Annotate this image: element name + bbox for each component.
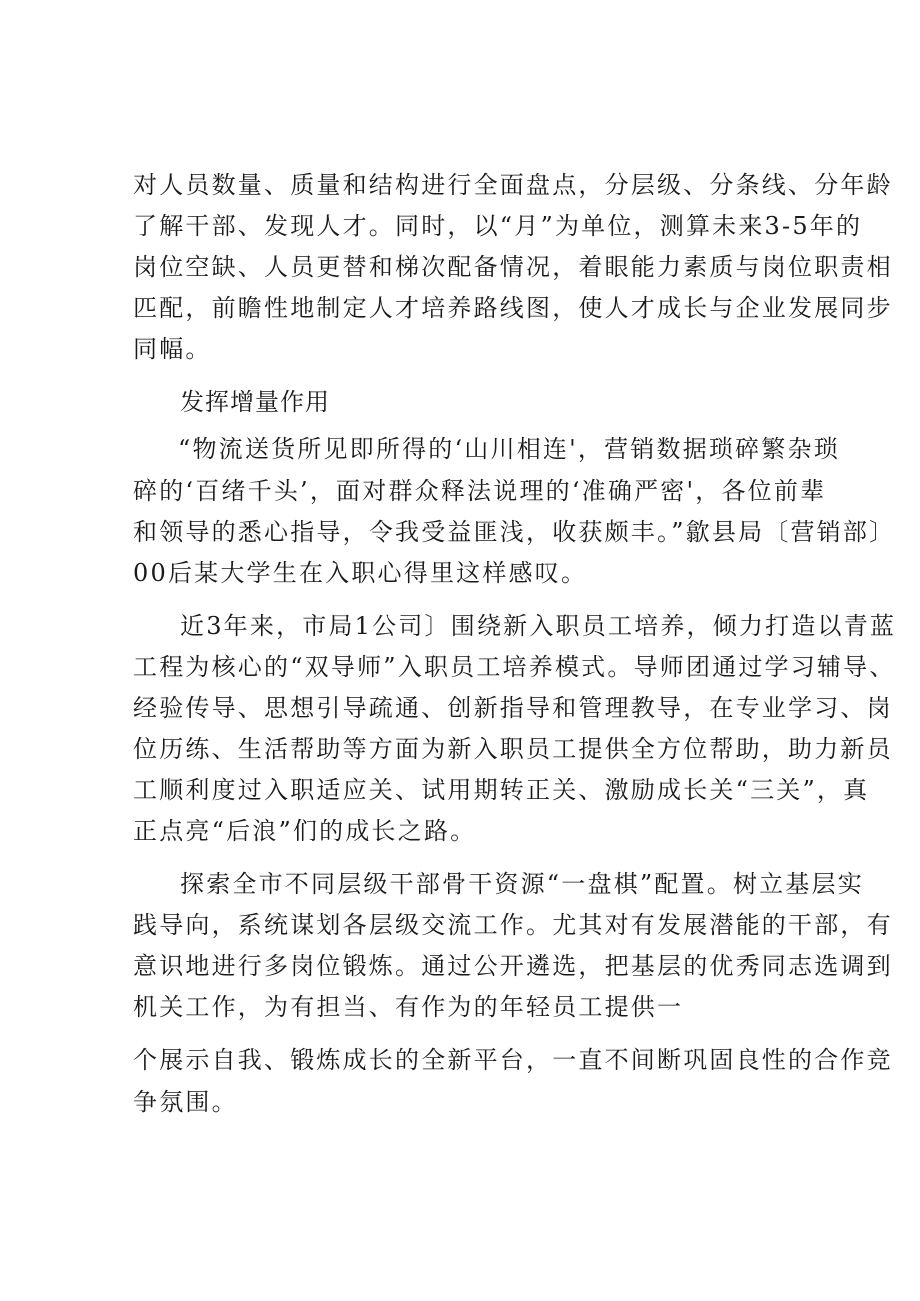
paragraph-line: 探索全市不同层级干部骨干资源“一盘棋”配置。树立基层实 [180, 870, 864, 898]
paragraph-line: 正点亮“后浪”们的成长之路。 [133, 817, 477, 845]
paragraph-line: 工程为核心的“双导师”入职员工培养模式。导师团通过学习辅导、 [133, 653, 896, 681]
paragraph-line: 个展示自我、锻炼成长的全新平台，一直不间断巩固良性的合作竞 [133, 1046, 893, 1074]
paragraph-line: 00后某大学生在入职心得里这样感叹。 [133, 559, 588, 587]
paragraph-line: 工顺利度过入职适应关、试用期转正关、激励成长关“三关”，真 [133, 776, 870, 804]
paragraph-line: 对人员数量、质量和结构进行全面盘点，分层级、分条线、分年龄 [133, 171, 893, 199]
paragraph-line: 匹配，前瞻性地制定人才培养路线图，使人才成长与企业发展同步 [133, 294, 893, 322]
paragraph-line: 和领导的悉心指导，令我受益匪浅，收获颇丰。”歙县局〔营销部〕 [133, 518, 896, 546]
paragraph-line: 争氛围。 [133, 1088, 238, 1116]
paragraph-line: 碎的‘百绪千头’，面对群众释法说理的‘准确严密'，各位前辈 [133, 477, 827, 505]
section-heading: 发挥增量作用 [180, 388, 330, 416]
paragraph-line: 位历练、生活帮助等方面为新入职员工提供全方位帮助，助力新员 [133, 735, 893, 763]
paragraph-line: 同幅。 [133, 335, 212, 363]
paragraph-line: 践导向，系统谋划各层级交流工作。尤其对有发展潜能的干部，有 [133, 911, 893, 939]
paragraph-line: 近3年来，市局1公司〕围绕新入职员工培养，倾力打造以青蓝 [180, 612, 897, 640]
paragraph-line: 了解干部、发现人才。同时，以“月”为单位，测算未来3-5年的 [133, 212, 863, 240]
paragraph-line: 经验传导、思想引导疏通、创新指导和管理教导，在专业学习、岗 [133, 694, 893, 722]
paragraph-line: “物流送货所见即所得的‘山川相连'，营销数据琐碎繁杂琐 [178, 435, 840, 463]
paragraph-line: 意识地进行多岗位锻炼。通过公开遴选，把基层的优秀同志选调到 [133, 952, 893, 980]
paragraph-line: 机关工作，为有担当、有作为的年轻员工提供一 [133, 993, 684, 1021]
paragraph-line: 岗位空缺、人员更替和梯次配备情况，着眼能力素质与岗位职责相 [133, 253, 893, 281]
